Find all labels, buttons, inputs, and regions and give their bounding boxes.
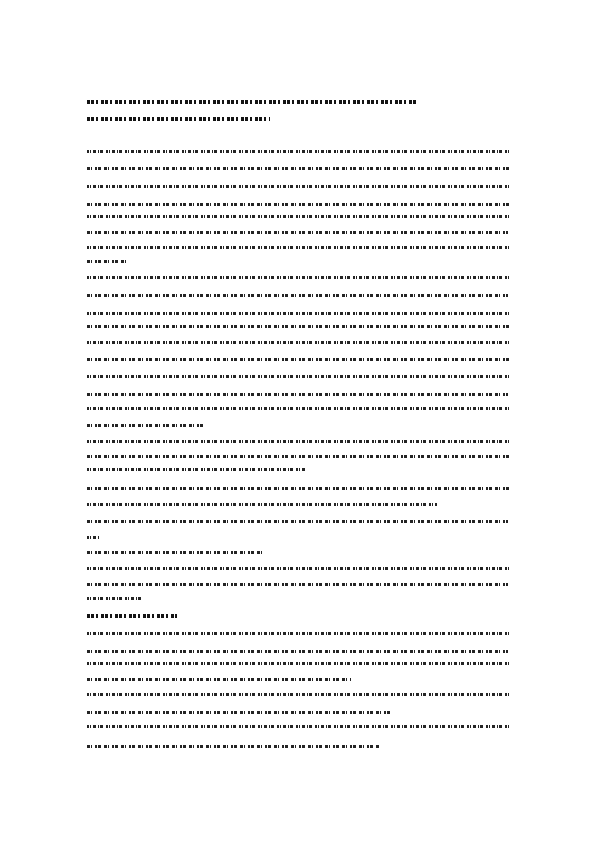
illegible-text-line (87, 215, 511, 218)
illegible-text-line (87, 567, 510, 570)
illegible-text-line (87, 468, 305, 471)
illegible-text-line (87, 393, 508, 396)
illegible-text-line (87, 711, 392, 714)
illegible-text-line (87, 745, 379, 748)
illegible-text-line (87, 487, 509, 490)
illegible-text-line (87, 536, 99, 539)
illegible-text-line (87, 614, 177, 618)
illegible-text-line (87, 678, 351, 681)
illegible-text-line (87, 203, 510, 206)
illegible-text-line (87, 294, 508, 297)
illegible-text-line (87, 325, 509, 328)
illegible-text-line (87, 312, 511, 315)
illegible-text-line (87, 662, 511, 665)
illegible-text-line (87, 100, 417, 104)
illegible-text-line (87, 246, 510, 249)
illegible-text-line (87, 725, 510, 728)
illegible-text-line (87, 358, 509, 361)
illegible-text-line (87, 551, 264, 554)
illegible-text-line (87, 632, 510, 635)
illegible-text-line (87, 455, 509, 458)
illegible-text-line (87, 503, 437, 506)
illegible-text-line (87, 597, 142, 600)
illegible-text-line (87, 693, 510, 696)
illegible-text-line (87, 424, 205, 427)
illegible-text-line (87, 150, 510, 153)
illegible-text-line (87, 185, 510, 188)
illegible-text-line (87, 231, 508, 234)
illegible-text-line (87, 650, 508, 653)
illegible-text-line (87, 407, 510, 410)
illegible-text-line (87, 117, 270, 121)
illegible-text-line (87, 583, 508, 586)
illegible-text-line (87, 375, 511, 378)
illegible-text-line (87, 260, 127, 263)
illegible-text-line (87, 167, 509, 170)
illegible-text-line (87, 276, 510, 279)
illegible-text-line (87, 341, 510, 344)
illegible-text-line (87, 440, 510, 443)
illegible-text-line (87, 520, 508, 523)
